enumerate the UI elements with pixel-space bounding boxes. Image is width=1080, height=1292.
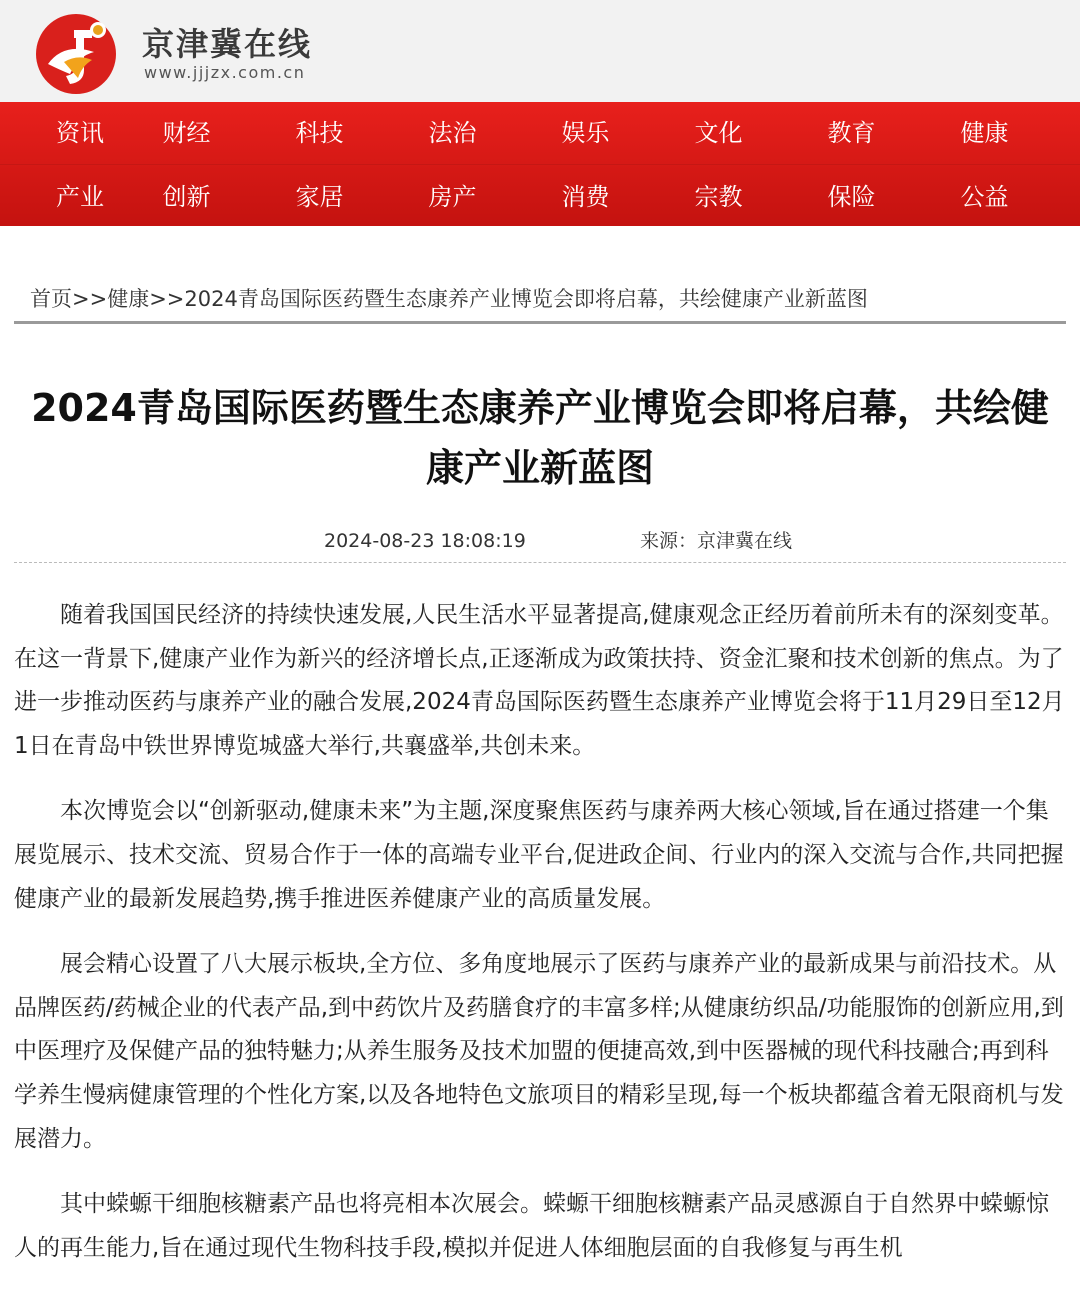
- breadcrumb: [30, 284, 868, 314]
- site-header: [0, 0, 1080, 102]
- nav-item-realestate[interactable]: 房产: [428, 183, 477, 211]
- breadcrumb-divider: [14, 321, 1066, 324]
- nav-item-innovation[interactable]: 创新: [162, 183, 211, 211]
- nav-item-entertainment[interactable]: 娱乐: [561, 119, 610, 147]
- meta-divider: [14, 562, 1066, 563]
- article-title: 2024青岛国际医药暨生态康养产业博览会即将启幕，共绘健康产业新蓝图: [31, 386, 1049, 490]
- nav-item-industry[interactable]: 产业: [56, 183, 104, 211]
- nav-row-2: [0, 166, 1080, 228]
- nav-item-insurance[interactable]: 保险: [827, 183, 876, 211]
- nav-item-home[interactable]: 家居: [295, 183, 344, 211]
- article-paragraph: 本次博览会以“创新驱动,健康未来”为主题,深度聚焦医药与康养两大核心领域,旨在通过搭建一个集展览展示、技术交流、贸易合作于一体的高端专业平台,促进政企间、行业内的深入交流与合作,共同把握健康产业的最新发展趋势,携手推进医养健康产业的高质量发展。: [14, 798, 1064, 912]
- nav-item-news[interactable]: 资讯: [56, 119, 104, 147]
- nav-item-charity[interactable]: 公益: [960, 183, 1009, 211]
- article-datetime: 2024-08-23 18:08:19: [324, 530, 526, 552]
- site-name[interactable]: 京津冀在线: [142, 25, 313, 63]
- breadcrumb-section[interactable]: 健康: [107, 287, 150, 311]
- site-url: www.jjjzx.com.cn: [144, 63, 306, 82]
- nav-item-finance[interactable]: 财经: [162, 119, 211, 147]
- breadcrumb-home[interactable]: 首页: [30, 287, 72, 311]
- site-logo-icon[interactable]: [34, 12, 118, 96]
- breadcrumb-separator: >>: [72, 287, 108, 311]
- breadcrumb-current: 2024青岛国际医药暨生态康养产业博览会即将启幕，共绘健康产业新蓝图: [184, 287, 868, 311]
- nav-item-law[interactable]: 法治: [428, 119, 477, 147]
- nav-item-education[interactable]: 教育: [827, 119, 876, 147]
- breadcrumb-separator: >>: [149, 287, 185, 311]
- nav-item-health[interactable]: 健康: [960, 119, 1009, 147]
- article-source: 来源：京津冀在线: [640, 530, 793, 552]
- article-paragraph: 展会精心设置了八大展示板块,全方位、多角度地展示了医药与康养产业的最新成果与前沿技术。从品牌医药/药械企业的代表产品,到中药饮片及药膳食疗的丰富多样;从健康纺织品/功能服饰的创新应用,到中医理疗及保健产品的独特魅力;从养生服务及技术加盟的便捷高效,到中医器械的现代科技融合;再到科学养生慢病健康管理的个性化方案,以及各地特色文旅项目的精彩呈现,每一个板块都蕴含着无限商机与发展潜力。: [14, 951, 1064, 1152]
- main-nav: [0, 102, 1080, 226]
- nav-item-religion[interactable]: 宗教: [694, 183, 743, 211]
- article-paragraph: 随着我国国民经济的持续快速发展,人民生活水平显著提高,健康观念正经历着前所未有的深刻变革。在这一背景下,健康产业作为新兴的经济增长点,正逐渐成为政策扶持、资金汇聚和技术创新的焦点。为了进一步推动医药与康养产业的融合发展,2024青岛国际医药暨生态康养产业博览会将于11月29日至12月1日在青岛中铁世界博览城盛大举行,共襄盛举,共创未来。: [14, 602, 1065, 759]
- nav-item-tech[interactable]: 科技: [295, 119, 344, 147]
- nav-item-consumer[interactable]: 消费: [561, 183, 610, 211]
- nav-row-1: [0, 102, 1080, 164]
- nav-item-culture[interactable]: 文化: [694, 119, 743, 147]
- nav-divider: [0, 164, 1080, 165]
- article-paragraph: 其中蝾螈干细胞核糖素产品也将亮相本次展会。蝾螈干细胞核糖素产品灵感源自于自然界中蝾螈惊人的再生能力,旨在通过现代生物科技手段,模拟并促进人体细胞层面的自我修复与再生机: [14, 1191, 1049, 1261]
- article-body: [14, 594, 1066, 1292]
